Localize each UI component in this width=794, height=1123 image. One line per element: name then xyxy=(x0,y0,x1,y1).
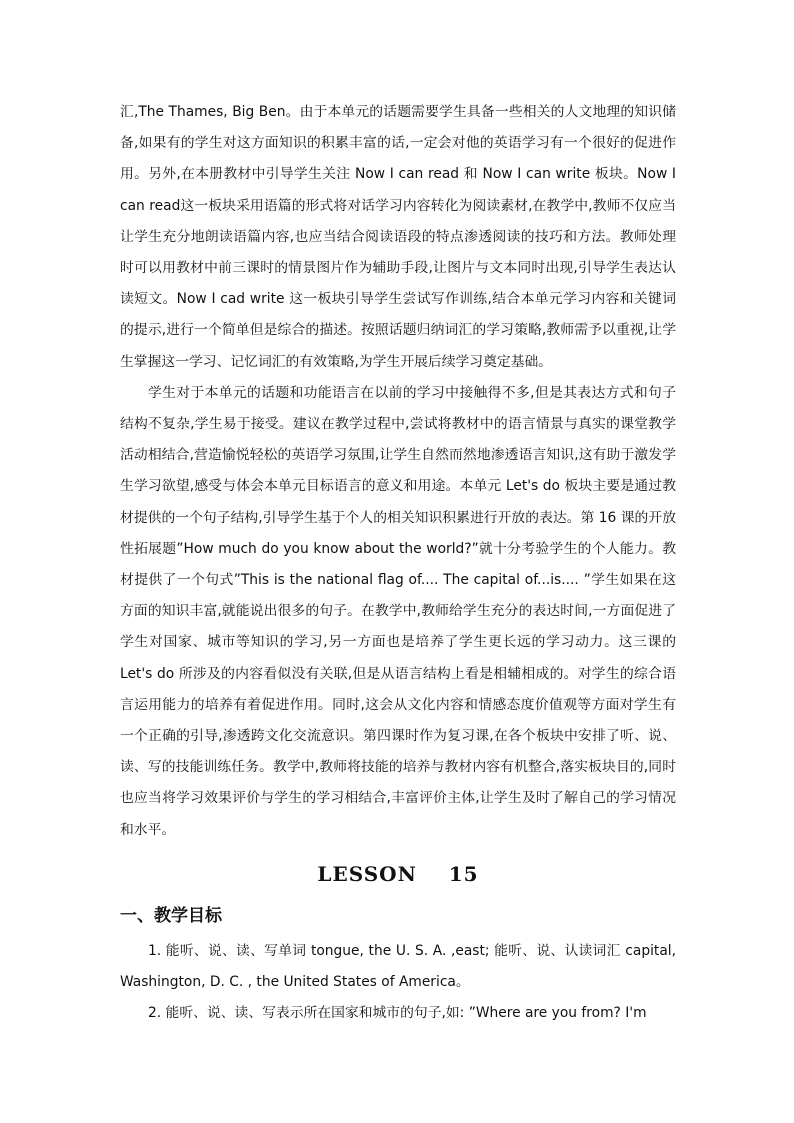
objective-item-2: 2. 能听、说、读、写表示所在国家和城市的句子,如: ”Where are you from? I'm xyxy=(148,1005,647,1022)
section-heading-teaching-objectives: 一、教学目标 xyxy=(120,905,222,926)
intro-paragraph-2: 学生对于本单元的话题和功能语言在以前的学习中接触得不多,但是其表达方式和句子结构不复杂,学生易于接受。建议在教学过程中,尝试将教材中的语言情景与真实的课堂教学活动相结合,营造愉悦轻松的英语学习氛围,让学生自然而然地渗透语言知识,这有助于激发学生学习欲望,感受与体会本单元目标语言的意义和用途。本单元 Let's do 板块主要是通过教材提供的一个句子结构,引导学生基于个人的相关知识积累进行开放的表达。第 16 课的开放性拓展题”How much do you know about the world?”就十分考验学生的个人能力。教材提供了一个句式”This is the national flag of.... The capital of...is.... ”学生如果在这方面的知识丰富,就能说出很多的句子。在教学中,教师给学生充分的表达时间,一方面促进了学生对国家、城市等知识的学习,另一方面也是培养了学生更长远的学习动力。这三课的 Let's do 所涉及的内容看似没有关联,但是从语言结构上看是相辅相成的。对学生的综合语言运用能力的培养有着促进作用。同时,这会从文化内容和情感态度价值观等方面对学生有一个正确的引导,渗透跨文化交流意识。第四课时作为复习课,在各个板块中安排了听、说、读、写的技能训练任务。教学中,教师将技能的培养与教材内容有机整合,落实板块目的,同时也应当将学习效果评价与学生的学习相结合,丰富评价主体,让学生及时了解自己的学习情况和水平。 xyxy=(120,384,676,838)
lesson-title: LESSON 15 xyxy=(317,861,479,886)
objective-item-1: 1. 能听、说、读、写单词 tongue, the U. S. A. ,east; 能听、说、认读词汇 capital, Washington, D. C. , the United States of America。 xyxy=(120,942,676,991)
document-body xyxy=(120,97,676,1029)
intro-paragraph-1: 汇,The Thames, Big Ben。由于本单元的话题需要学生具备一些相关的人文地理的知识储备,如果有的学生对这方面知识的积累丰富的话,一定会对他的英语学习有一个很好的促进作用。另外,在本册教材中引导学生关注 Now I can read 和 Now I can write 板块。Now I can read这一板块采用语篇的形式将对话学习内容转化为阅读素材,在教学中,教师不仅应当让学生充分地朗读语篇内容,也应当结合阅读语段的特点渗透阅读的技巧和方法。教师处理时可以用教材中前三课时的情景图片作为辅助手段,让图片与文本同时出现,引导学生表达认读短文。Now I cad write 这一板块引导学生尝试写作训练,结合本单元学习内容和关键词的提示,进行一个简单但是综合的描述。按照话题归纳词汇的学习策略,教师需予以重视,让学生掌握这一学习、记忆词汇的有效策略,为学生开展后续学习奠定基础。 xyxy=(120,104,676,370)
